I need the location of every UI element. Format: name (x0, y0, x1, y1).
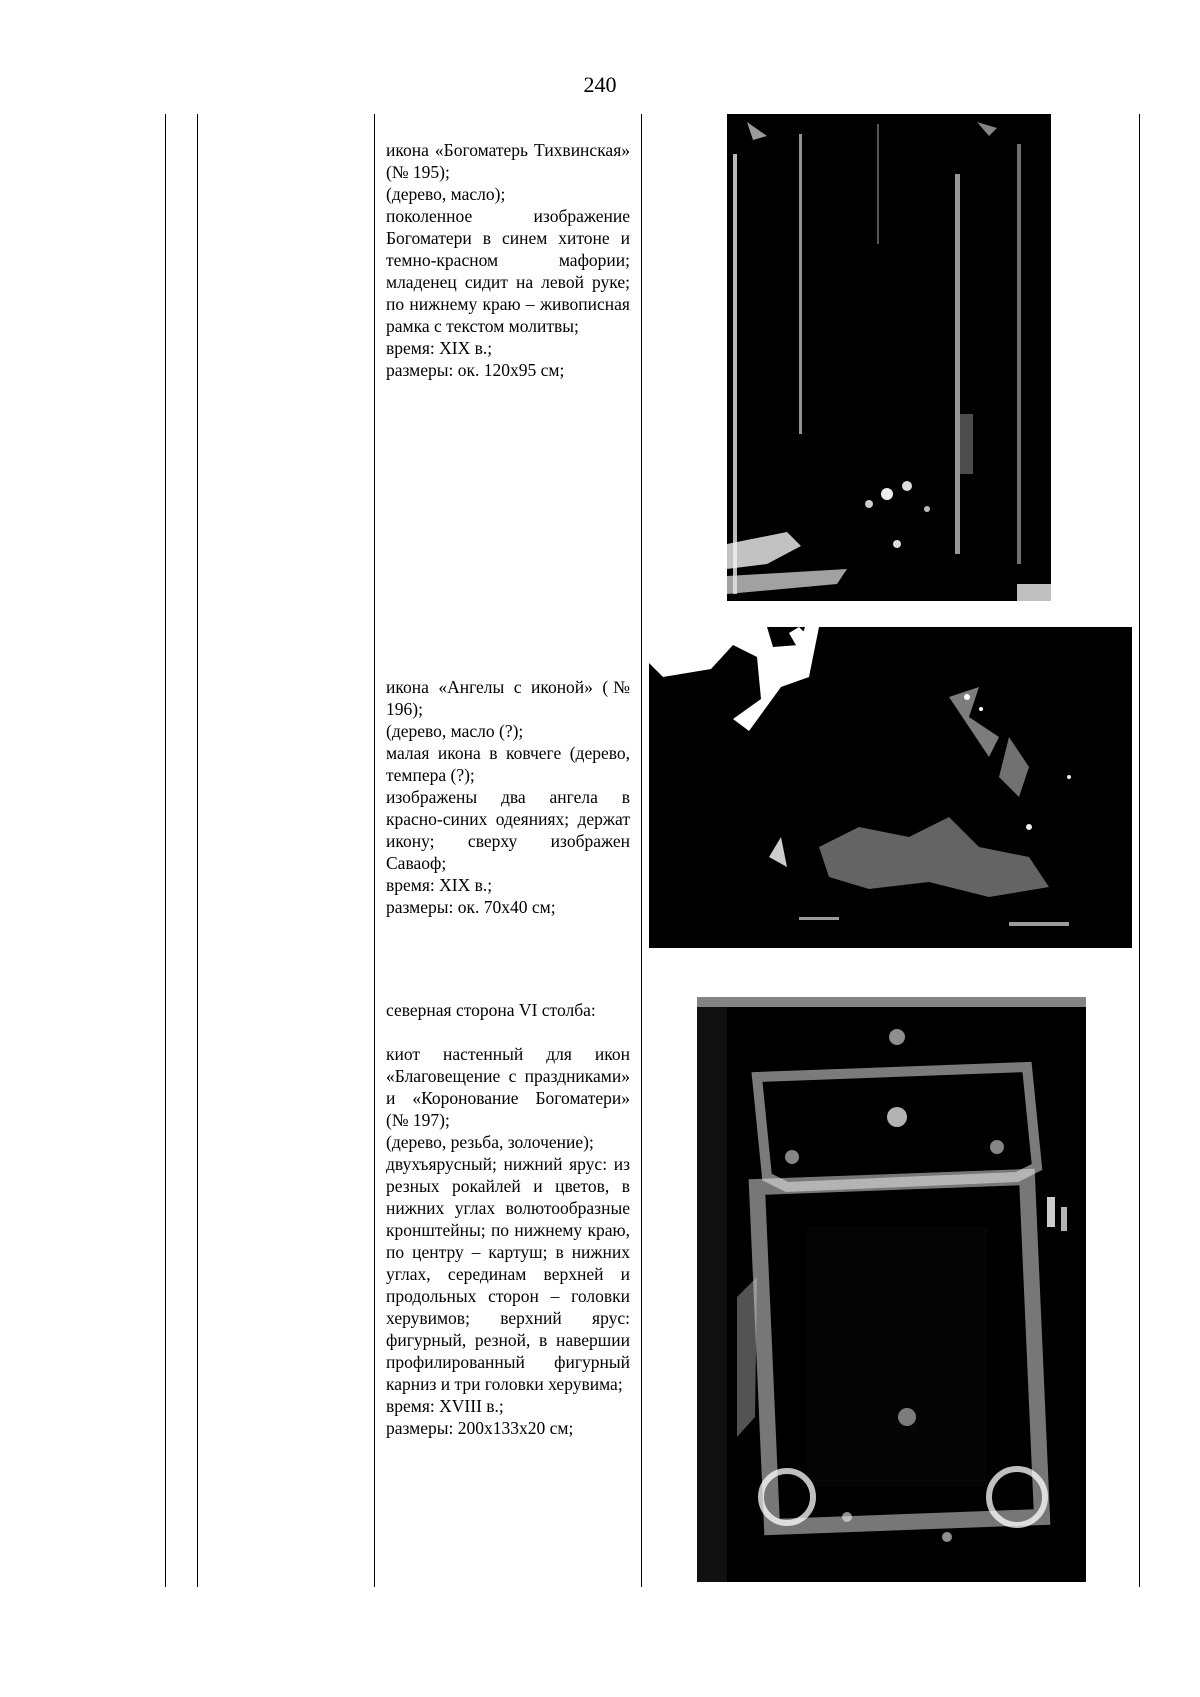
kiot-photo (697, 997, 1086, 1582)
entry-line: киот настенный для икон «Благовещение с праздниками» и «Коронование Богоматери» (№ 197); (386, 1044, 630, 1130)
table-rule (165, 114, 166, 1587)
icon-photo-1 (727, 114, 1051, 601)
table-rule (197, 114, 198, 1587)
entry-line: время: XVIII в.; (386, 1396, 504, 1416)
table-rule (1139, 114, 1140, 1587)
entry-line: время: XIX в.; (386, 875, 493, 895)
table-rule (641, 114, 642, 1587)
entry-line: поколенное изображение Богоматери в синем хитоне и темно-красном мафории; младенец сидит на левой руке; по нижнему краю – живописная рамка с текстом молитвы; (386, 206, 630, 336)
entry-line: (дерево, масло (?); (386, 721, 524, 741)
entry-line: икона «Богоматерь Тихвинская» (№ 195); (386, 140, 630, 182)
entry-text (386, 999, 630, 1439)
entry-line: изображены два ангела в красно-синих одеяниях; держат икону; сверху изображен Саваоф; (386, 787, 630, 873)
entry-line: размеры: 200х133х20 см; (386, 1418, 574, 1438)
entry-line: (дерево, масло); (386, 184, 506, 204)
entry-line: двухъярусный; нижний ярус: из резных рокайлей и цветов, в нижних углах волютообразные кронштейны; по нижнему краю, по центру – картуш; в нижних углах, серединам верхней и продольных сторон – головки херувимов; верхний ярус: фигурный, резной, в навершии профилированный фигурный карниз и три головки херувима; (386, 1154, 630, 1394)
entry-text (386, 139, 630, 381)
page-number: 240 (583, 72, 617, 97)
entry-heading: северная сторона VI столба: (386, 1000, 596, 1020)
entry-line: (дерево, резьба, золочение); (386, 1132, 594, 1152)
entry-line: время: XIX в.; (386, 338, 493, 358)
entry-text (386, 676, 630, 918)
entry-line: икона «Ангелы с иконой» (№ 196); (386, 677, 630, 719)
icon-photo-2 (649, 627, 1132, 948)
entry-line: размеры: ок. 120х95 см; (386, 360, 565, 380)
entry-line: малая икона в ковчеге (дерево, темпера (?); (386, 743, 630, 785)
table-rule (374, 114, 375, 1587)
entry-line: размеры: ок. 70х40 см; (386, 897, 556, 917)
